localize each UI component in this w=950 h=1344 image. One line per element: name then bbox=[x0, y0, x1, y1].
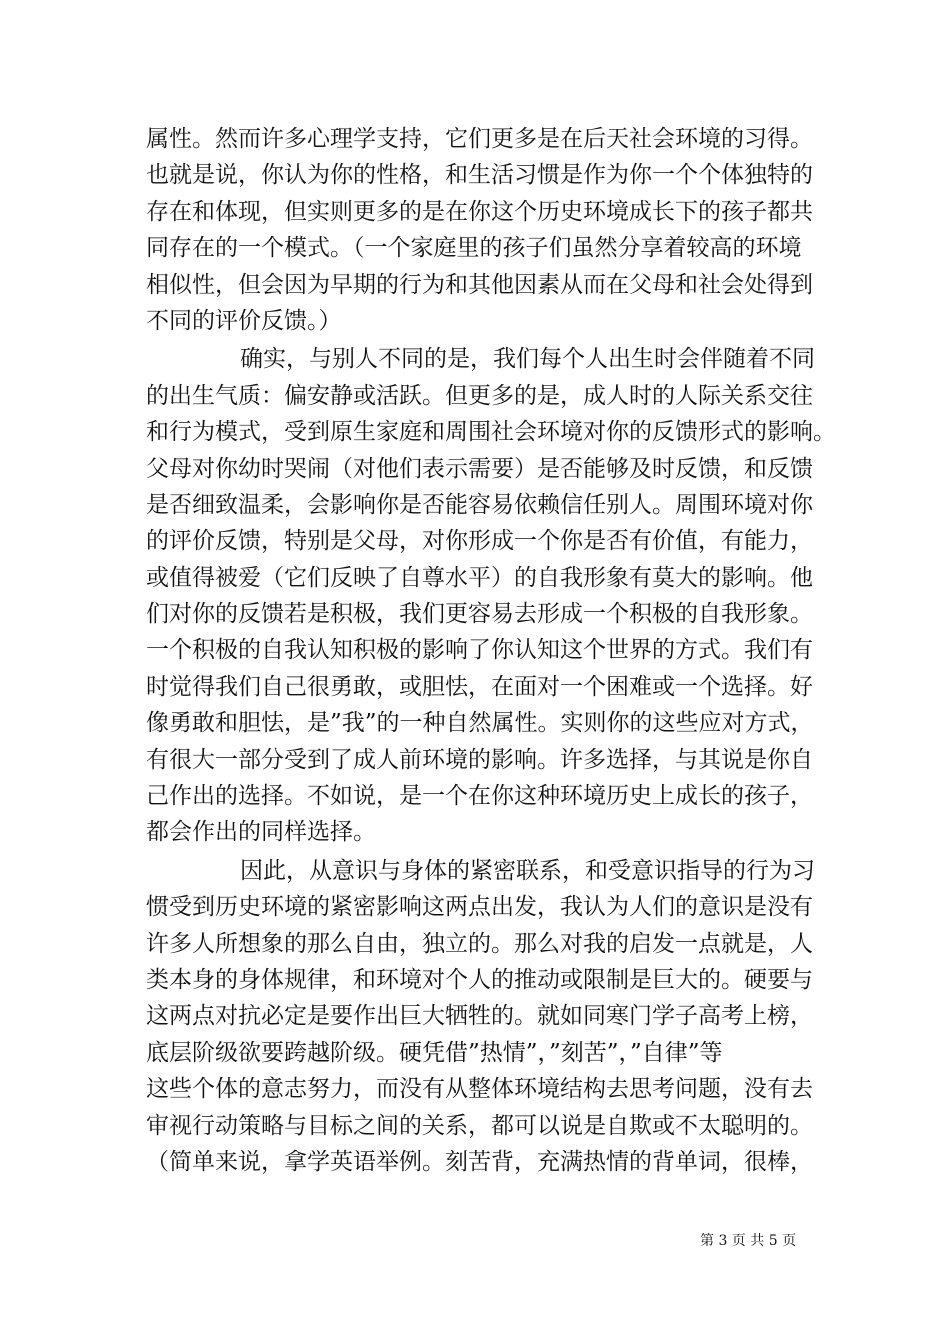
text-line: （简单来说，拿学英语举例。刻苦背，充满热情的背单词，很棒， bbox=[146, 1148, 813, 1175]
text-line: 有很大一部分受到了成人前环境的影响。许多选择，与其说是你自 bbox=[146, 746, 813, 773]
text-line: 也就是说，你认为你的性格，和生活习惯是作为你一个个体独特的 bbox=[146, 162, 813, 189]
text-line: 的出生气质：偏安静或活跃。但更多的是，成人时的人际关系交往 bbox=[146, 382, 813, 409]
text-line: 确实，与别人不同的是，我们每个人出生时会伴随着不同 bbox=[240, 346, 815, 373]
text-line: 相似性，但会因为早期的行为和其他因素从而在父母和社会处得到 bbox=[146, 271, 813, 298]
text-line: 存在和体现，但实则更多的是在你这个历史环境成长下的孩子都共 bbox=[146, 198, 813, 225]
text-line: 和行为模式，受到原生家庭和周围社会环境对你的反馈形式的影响。 bbox=[146, 419, 836, 446]
text-line: 们对你的反馈若是积极，我们更容易去形成一个积极的自我形象。 bbox=[146, 601, 813, 628]
text-line: 审视行动策略与目标之间的关系，都可以说是自欺或不太聪明的。 bbox=[146, 1112, 813, 1139]
text-line: 属性。然而许多心理学支持，它们更多是在后天社会环境的习得。 bbox=[146, 126, 813, 152]
text-line: 像勇敢和胆怯，是”我”的一种自然属性。实则你的这些应对方式， bbox=[146, 710, 814, 737]
text-line: 的评价反馈，特别是父母，对你形成一个你是否有价值，有能力， bbox=[146, 528, 813, 555]
text-line: 这两点对抗必定是要作出巨大牺牲的。就如同寒门学子高考上榜， bbox=[146, 1003, 813, 1030]
text-line: 同存在的一个模式。（一个家庭里的孩子们虽然分享着较高的环境 bbox=[146, 235, 802, 262]
text-line: 许多人所想象的那么自由，独立的。那么对我的启发一点就是，人 bbox=[146, 930, 813, 957]
text-line: 这些个体的意志努力，而没有从整体环境结构去思考问题，没有去 bbox=[146, 1076, 813, 1103]
text-line: 时觉得我们自己很勇敢，或胆怯，在面对一个困难或一个选择。好 bbox=[146, 673, 813, 700]
document-body bbox=[146, 121, 836, 1180]
text-line: 己作出的选择。不如说，是一个在你这种环境历史上成长的孩子， bbox=[146, 783, 813, 810]
text-line: 类本身的身体规律，和环境对个人的推动或限制是巨大的。硬要与 bbox=[146, 966, 813, 993]
text-line: 是否细致温柔，会影响你是否能容易依赖信任别人。周围环境对你 bbox=[146, 491, 813, 518]
text-line: 不同的评价反馈。） bbox=[146, 307, 342, 334]
text-line: 父母对你幼时哭闹（对他们表示需要）是否能够及时反馈，和反馈 bbox=[146, 455, 813, 482]
text-line: 一个积极的自我认知积极的影响了你认知这个世界的方式。我们有 bbox=[146, 637, 813, 664]
text-line: 因此，从意识与身体的紧密联系，和受意识指导的行为习 bbox=[240, 857, 815, 884]
text-line: 都会作出的同样选择。 bbox=[146, 819, 376, 846]
text-line: 惯受到历史环境的紧密影响这两点出发，我认为人们的意识是没有 bbox=[146, 894, 813, 921]
text-line: 底层阶级欲要跨越阶级。硬凭借”热情”，”刻苦”，”自律”等 bbox=[146, 1039, 723, 1066]
page-number-footer: 第 3 页 共 5 页 bbox=[700, 1233, 797, 1249]
text-line: 或值得被爱（它们反映了自尊水平）的自我形象有莫大的影响。他 bbox=[146, 564, 813, 591]
